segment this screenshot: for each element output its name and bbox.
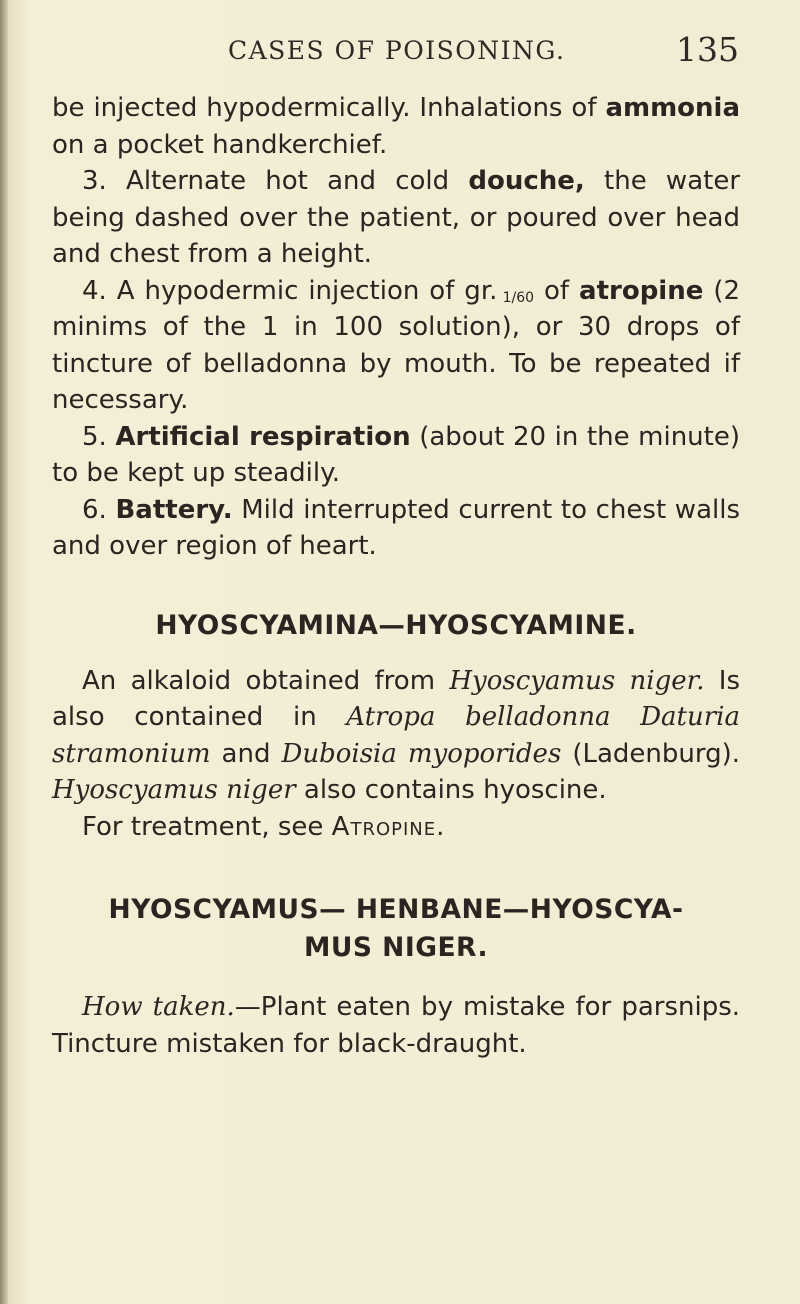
paragraph-continued	[52, 90, 740, 163]
p6-text-b: Mild interrupted current to chest walls and over region of heart.	[52, 494, 740, 561]
body-text	[52, 90, 740, 1062]
p1-text: be injected hypodermically. Inhalations of	[52, 93, 597, 123]
atropine-cross-reference: Atropine.	[331, 811, 446, 842]
treatment-text: For treatment, see	[82, 811, 332, 842]
page-binding-edge	[0, 0, 8, 1304]
p6-text-a: 6.	[82, 494, 116, 525]
hyoscyamina-text-3: and	[210, 738, 282, 769]
paragraph-item-4	[52, 273, 740, 419]
heading-spacer-2	[52, 967, 740, 989]
heading-line-2: MUS NIGER.	[303, 932, 489, 963]
duboisia-italic: Duboisia myoporides	[281, 738, 562, 769]
p3-text-a: 3. Alternate hot and cold	[82, 166, 469, 196]
hyoscyamina-text-4: (Ladenburg).	[561, 738, 740, 769]
how-taken-paragraph	[52, 989, 740, 1062]
hyoscyamina-text-2: Is also contained in	[52, 665, 741, 732]
hyoscyamus-niger-italic-2: Hyoscyamus niger	[52, 775, 296, 805]
how-taken-text: —Plant eaten by mistake for parsnips. Tincture mistaken for black-draught.	[52, 992, 741, 1059]
paragraph-item-5	[52, 419, 740, 492]
section-spacer-2	[52, 845, 740, 891]
p1-text-rest: on a pocket handkerchief.	[52, 129, 388, 160]
p3-text-b: the water being dashed over the patient, or poured over head and chest from a height.	[52, 166, 741, 269]
p5-text-a: 5.	[82, 421, 116, 452]
heading-line-1: HYOSCYAMUS— HENBANE—HYOSCYA-	[108, 894, 684, 925]
p4-text-b: of	[534, 275, 580, 306]
fraction-one-sixtieth: 1/60	[502, 289, 535, 306]
hyoscyamina-treatment	[52, 809, 740, 846]
paragraph-item-3	[52, 163, 740, 273]
running-head: CASES OF POISONING.	[228, 36, 566, 65]
atropa-daturia-italic: Atropa belladonna Daturia stramonium	[52, 702, 740, 769]
paragraph-item-6	[52, 492, 740, 565]
section-heading-hyoscyamus	[52, 891, 740, 967]
atropine-bold: atropine	[579, 275, 704, 306]
heading-spacer	[52, 645, 740, 663]
hyoscyamina-description	[52, 663, 740, 809]
hyoscyamus-niger-italic: Hyoscyamus niger.	[449, 665, 705, 696]
artificial-respiration-bold: Artificial respiration	[115, 421, 411, 452]
page-header	[0, 30, 800, 76]
how-taken-label: How taken.	[82, 992, 235, 1022]
hyoscyamina-text-5: also contains hyoscine.	[295, 775, 607, 805]
page-number: 135	[676, 30, 739, 69]
p4-text-c: (2 minims of the 1 in 100 solution), or 30 drops of tincture of belladonna by mouth. To be repeated if necessary.	[52, 275, 741, 415]
p4-text-a: 4. A hypodermic injection of gr.	[82, 275, 498, 306]
p5-text-b: (about 20 in the minute) to be kept up steadily.	[52, 421, 740, 488]
section-spacer	[52, 565, 740, 607]
section-heading-hyoscyamina: HYOSCYAMINA—HYOSCYAMINE.	[155, 609, 637, 641]
hyoscyamina-text-1: An alkaloid obtained from	[82, 665, 450, 696]
ammonia-bold: ammonia	[605, 93, 741, 123]
douche-bold: douche,	[468, 166, 585, 196]
battery-bold: Battery.	[115, 494, 233, 525]
